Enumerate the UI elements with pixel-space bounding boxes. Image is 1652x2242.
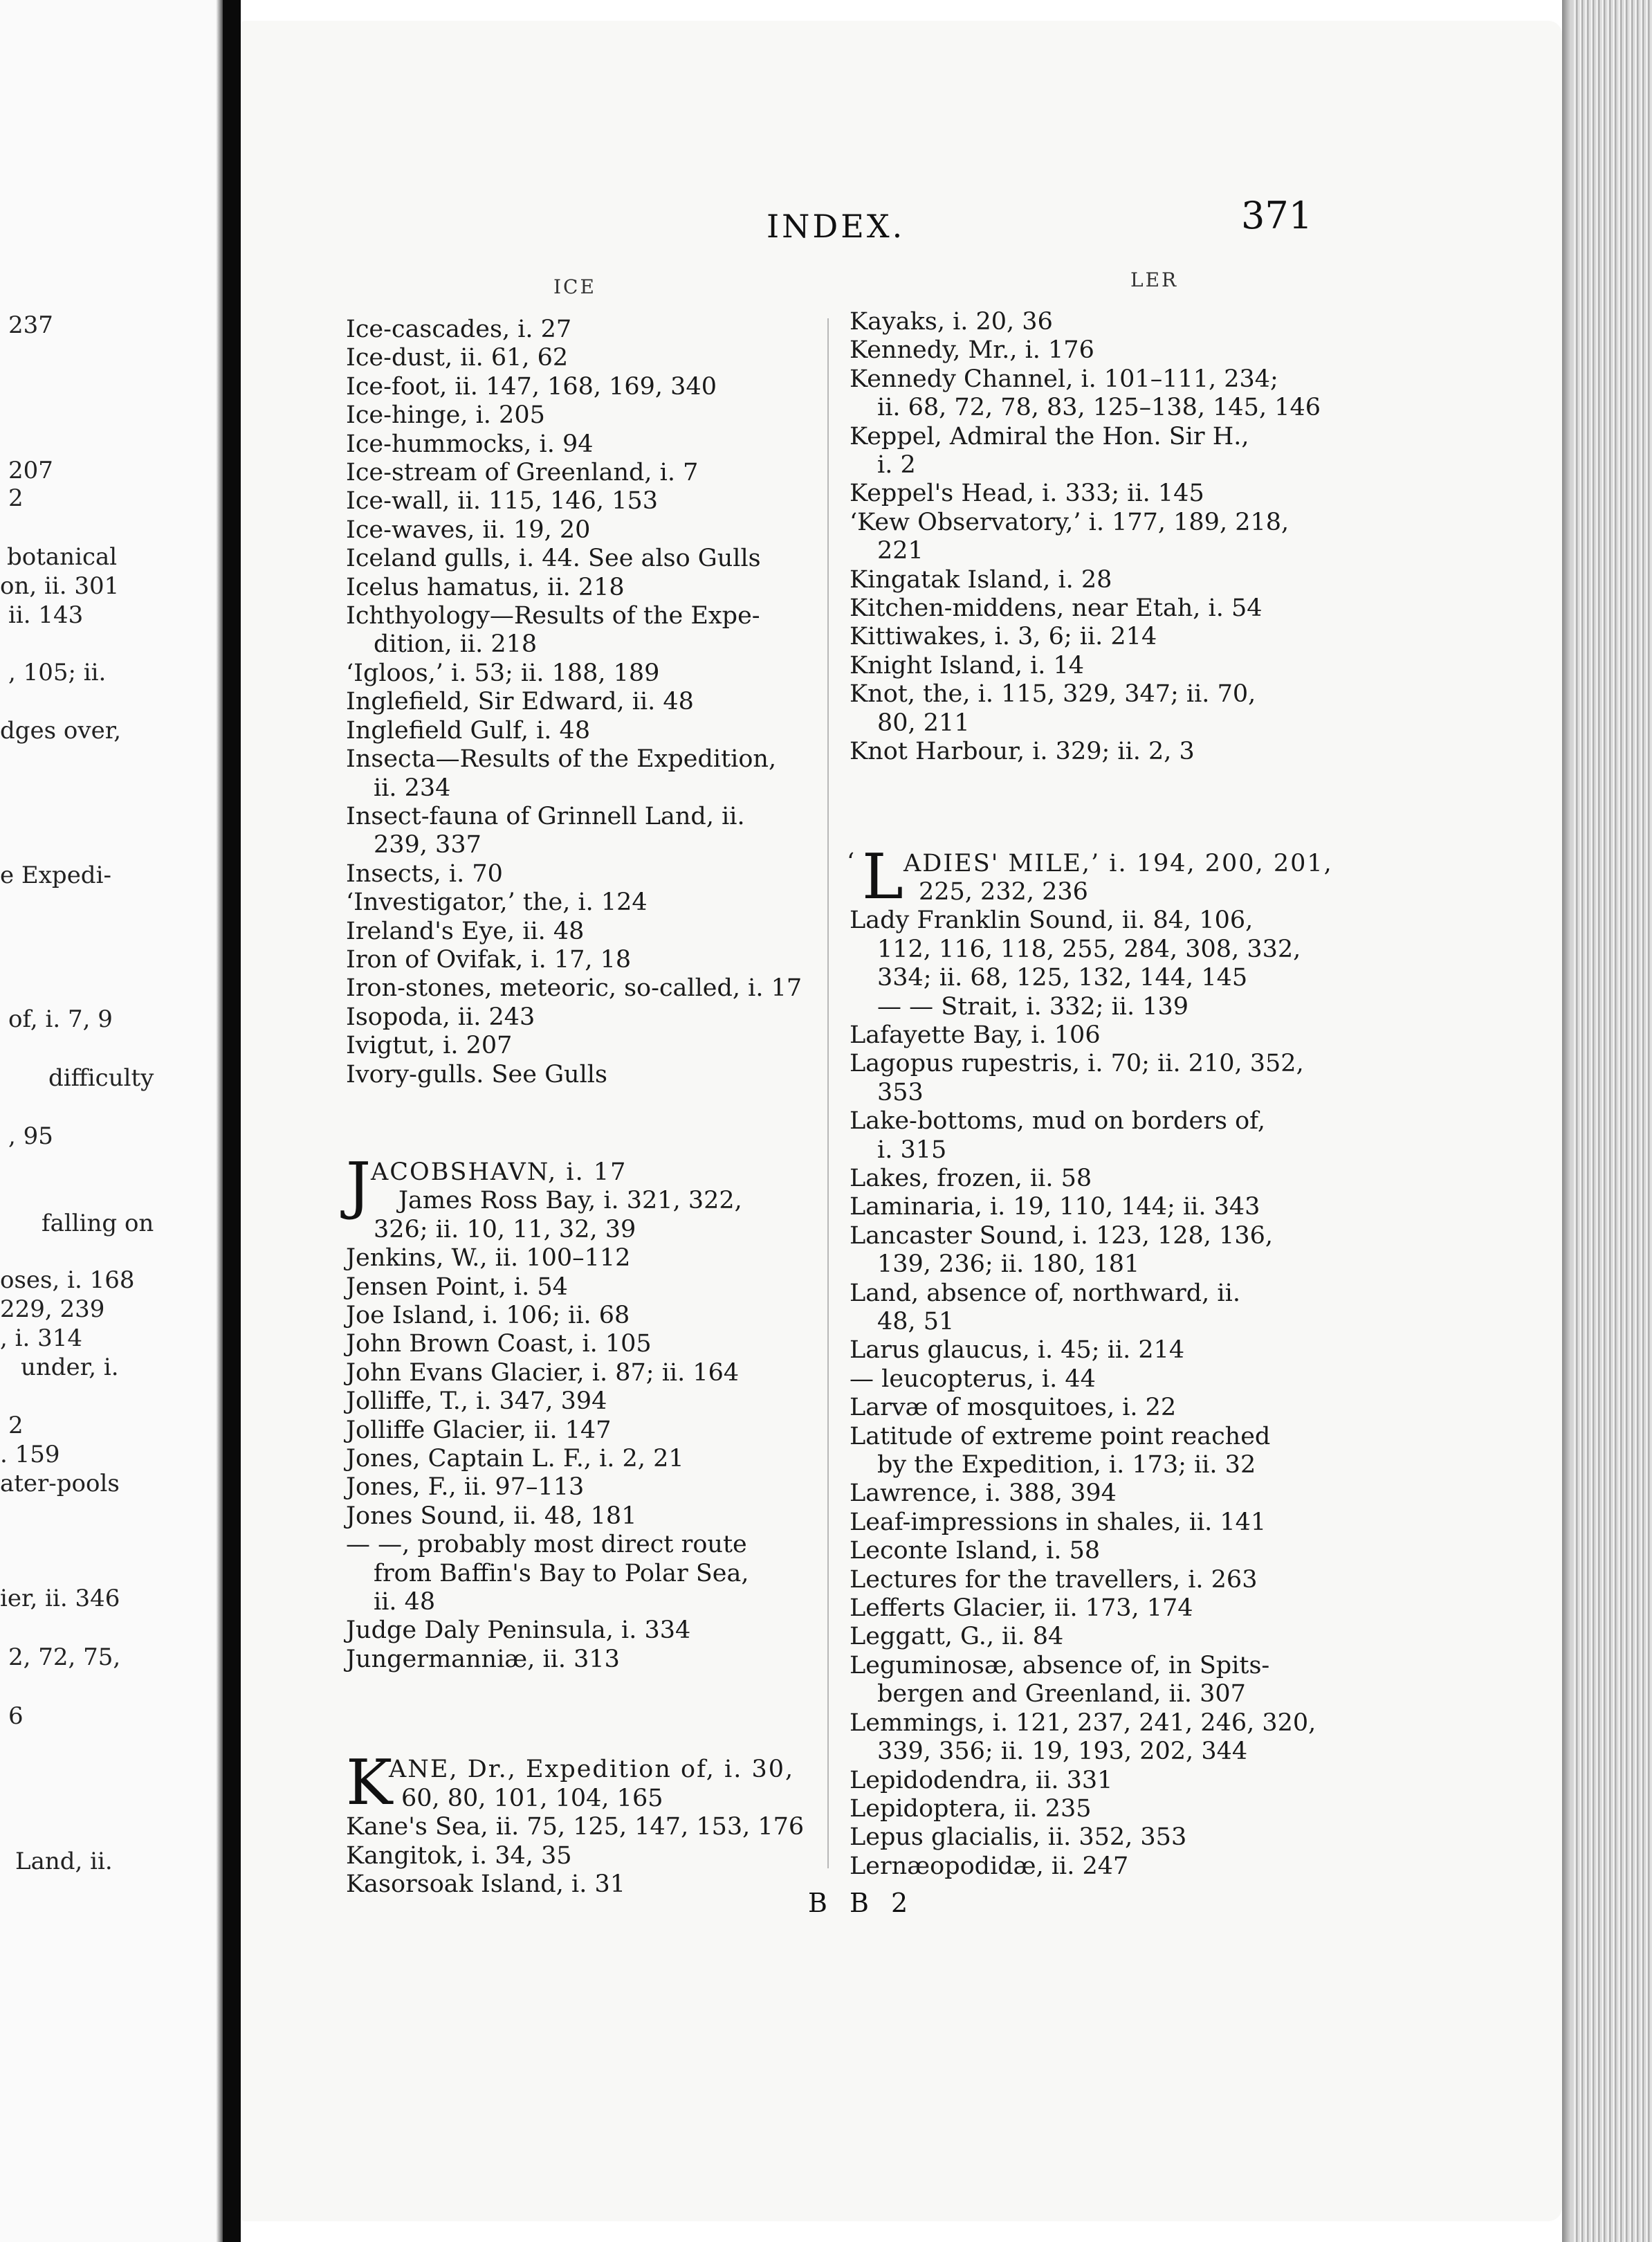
- facing-page-fragment: of, i. 7, 9: [8, 1005, 113, 1033]
- index-entry: Jolliffe Glacier, ii. 147: [346, 1416, 612, 1444]
- index-entry: Kitchen-middens, near Etah, i. 54: [850, 594, 1263, 623]
- index-entry: Larvæ of mosquitoes, i. 22: [850, 1394, 1177, 1422]
- index-entry: ACOBSHAVN, i. 17: [371, 1158, 627, 1186]
- index-entry: Jolliffe, T., i. 347, 394: [346, 1387, 607, 1416]
- page-edges: [1562, 0, 1652, 2242]
- index-entry: Insects, i. 70: [346, 859, 503, 888]
- index-entry: — leucopterus, i. 44: [850, 1365, 1096, 1393]
- index-column-left: [346, 316, 830, 1899]
- index-entry: Ice-hinge, i. 205: [346, 401, 545, 430]
- facing-page-fragment: 207: [8, 457, 53, 484]
- index-entry-continuation: — — Strait, i. 332; ii. 139: [877, 992, 1189, 1021]
- index-entry: Leggatt, G., ii. 84: [850, 1623, 1064, 1651]
- index-entry: Lernæopodidæ, ii. 247: [850, 1852, 1129, 1880]
- index-column-right: [847, 308, 1334, 1881]
- index-entry: John Brown Coast, i. 105: [346, 1330, 652, 1358]
- index-entry: 225, 232, 236: [919, 877, 1088, 906]
- index-entry: Kane's Sea, ii. 75, 125, 147, 153, 176: [346, 1813, 805, 1841]
- facing-page-fragment: , 105; ii.: [8, 659, 107, 686]
- section-spacer: [346, 1674, 830, 1756]
- index-entry: Ice-cascades, i. 27: [346, 316, 572, 343]
- index-entry: Insect-fauna of Grinnell Land, ii.: [346, 802, 745, 830]
- index-entry: Jenkins, W., ii. 100–112: [346, 1244, 631, 1273]
- index-entry: Jungermanniæ, ii. 313: [346, 1645, 620, 1673]
- index-entry: James Ross Bay, i. 321, 322,: [398, 1187, 742, 1215]
- index-entry: Lepidodendra, ii. 331: [850, 1766, 1113, 1794]
- drop-cap-j: J: [346, 1149, 371, 1222]
- facing-page: [0, 0, 223, 2242]
- index-entry: Jensen Point, i. 54: [346, 1273, 568, 1301]
- index-entry: Lafayette Bay, i. 106: [850, 1021, 1101, 1049]
- facing-page-fragment: dges over,: [0, 717, 122, 745]
- index-entry: Lagopus rupestris, i. 70; ii. 210, 352,: [850, 1050, 1304, 1078]
- index-entry: Knot, the, i. 115, 329, 347; ii. 70,: [850, 680, 1256, 709]
- guide-word-right: LER: [1130, 268, 1179, 291]
- index-entry: Lakes, frozen, ii. 58: [850, 1164, 1092, 1192]
- index-entry: — —, probably most direct route: [346, 1531, 747, 1559]
- index-entry: Inglefield Gulf, i. 48: [346, 716, 591, 745]
- index-entry-continuation: 239, 337: [374, 831, 481, 859]
- index-entry: ‘Igloos,’ i. 53; ii. 188, 189: [346, 659, 660, 687]
- index-entry: Lepus glacialis, ii. 352, 353: [850, 1823, 1187, 1852]
- index-entry: Iron of Ovifak, i. 17, 18: [346, 945, 632, 974]
- index-entry: Joe Island, i. 106; ii. 68: [346, 1302, 630, 1329]
- index-entry: Ice-waves, ii. 19, 20: [346, 516, 591, 544]
- index-entry-continuation: 339, 356; ii. 19, 193, 202, 344: [877, 1738, 1248, 1766]
- index-entry: Icelus hamatus, ii. 218: [346, 573, 625, 601]
- section-l-heading: [847, 840, 1334, 913]
- facing-page-fragment: 237: [8, 311, 53, 339]
- facing-page-fragment: Land, ii.: [15, 1848, 113, 1875]
- index-entry: ANE, Dr., Expedition of, i. 30,: [389, 1756, 795, 1784]
- index-entry: ‘Investigator,’ the, i. 124: [346, 888, 648, 917]
- facing-page-fragment: , i. 314: [0, 1324, 82, 1352]
- index-entry-continuation: 334; ii. 68, 125, 132, 144, 145: [877, 964, 1248, 992]
- facing-page-fragment: 229, 239: [0, 1295, 105, 1323]
- index-entry: Laminaria, i. 19, 110, 144; ii. 343: [850, 1193, 1260, 1221]
- index-entry-continuation: ii. 48: [374, 1588, 436, 1616]
- index-entry: Larus glaucus, i. 45; ii. 214: [850, 1336, 1185, 1365]
- index-entry: Jones, F., ii. 97–113: [346, 1473, 585, 1502]
- facing-page-fragment: 2: [8, 1412, 24, 1439]
- index-entry-continuation: by the Expedition, i. 173; ii. 32: [877, 1451, 1256, 1479]
- index-entry: Iceland gulls, i. 44. See also Gulls: [346, 545, 761, 573]
- index-entry-continuation: 139, 236; ii. 180, 181: [877, 1250, 1140, 1279]
- index-entry: Lectures for the travellers, i. 263: [850, 1565, 1258, 1594]
- facing-page-fragment: 6: [8, 1702, 24, 1730]
- facing-page-fragment: , 95: [8, 1122, 53, 1150]
- index-entry-continuation: bergen and Greenland, ii. 307: [877, 1680, 1246, 1708]
- section-spacer: [346, 1089, 830, 1158]
- facing-page-fragment: falling on: [42, 1210, 154, 1237]
- index-entry: Ice-foot, ii. 147, 168, 169, 340: [346, 372, 717, 401]
- index-entry: Lake-bottoms, mud on borders of,: [850, 1107, 1265, 1136]
- index-entry: Ireland's Eye, ii. 48: [346, 917, 585, 945]
- index-entry-continuation: from Baffin's Bay to Polar Sea,: [374, 1559, 749, 1587]
- index-entry: Knot Harbour, i. 329; ii. 2, 3: [850, 738, 1195, 766]
- index-entry: Knight Island, i. 14: [850, 651, 1085, 680]
- index-entry: Iron-stones, meteoric, so-called, i. 17: [346, 974, 802, 1003]
- index-entry-continuation: i. 315: [877, 1136, 947, 1164]
- index-entry: Kangitok, i. 34, 35: [346, 1841, 572, 1870]
- index-entry-continuation: dition, ii. 218: [374, 630, 538, 659]
- facing-page-fragment: on, ii. 301: [0, 572, 120, 600]
- facing-page-fragment: difficulty: [48, 1064, 154, 1092]
- drop-cap-k: K: [346, 1747, 393, 1820]
- index-entry-continuation: 353: [877, 1078, 924, 1106]
- index-entry: Jones Sound, ii. 48, 181: [346, 1502, 637, 1530]
- index-entry: Keppel's Head, i. 333; ii. 145: [850, 480, 1204, 508]
- signature-mark: B B 2: [808, 1888, 915, 1918]
- index-entry: Kayaks, i. 20, 36: [850, 308, 1053, 336]
- index-entry-continuation: 80, 211: [877, 709, 970, 737]
- facing-page-fragment: oses, i. 168: [0, 1266, 135, 1294]
- index-entry: ‘Kew Observatory,’ i. 177, 189, 218,: [850, 508, 1290, 536]
- facing-page-fragment: botanical: [7, 543, 118, 571]
- index-entry: Ivory-gulls. See Gulls: [346, 1060, 607, 1088]
- index-entry-continuation: 112, 116, 118, 255, 284, 308, 332,: [877, 935, 1301, 963]
- book-gutter: [223, 0, 241, 2242]
- index-entry: Lawrence, i. 388, 394: [850, 1479, 1117, 1508]
- index-entry: Ivigtut, i. 207: [346, 1032, 513, 1060]
- index-entry: Ichthyology—Results of the Expe-: [346, 602, 760, 630]
- index-entry: Kasorsoak Island, i. 31: [346, 1870, 626, 1898]
- index-entry: Lemmings, i. 121, 237, 241, 246, 320,: [850, 1708, 1316, 1737]
- index-entry-continuation: ii. 234: [374, 774, 451, 802]
- index-entry-continuation: 326; ii. 10, 11, 32, 39: [374, 1215, 636, 1243]
- index-entry: Kennedy, Mr., i. 176: [850, 336, 1094, 365]
- index-entry: Latitude of extreme point reached: [850, 1422, 1271, 1450]
- index-entry: Lefferts Glacier, ii. 173, 174: [850, 1594, 1193, 1623]
- index-entry: 60, 80, 101, 104, 165: [401, 1784, 663, 1812]
- index-entry: Leaf-impressions in shales, ii. 141: [850, 1508, 1267, 1536]
- page-number: 371: [1241, 194, 1313, 237]
- index-entry: Keppel, Admiral the Hon. Sir H.,: [850, 422, 1249, 450]
- facing-page-fragment: ii. 143: [8, 601, 84, 629]
- index-entry: Leconte Island, i. 58: [850, 1537, 1101, 1565]
- index-entry: Isopoda, ii. 243: [346, 1003, 535, 1031]
- index-entry-continuation: ii. 68, 72, 78, 83, 125–138, 145, 146: [877, 394, 1321, 422]
- opening-quote: ‘: [847, 848, 855, 876]
- drop-cap-l: L: [862, 840, 903, 913]
- facing-page-fragment: ater-pools: [0, 1470, 120, 1497]
- facing-page-fragment: ier, ii. 346: [0, 1585, 120, 1612]
- index-entry: Kennedy Channel, i. 101–111, 234;: [850, 365, 1278, 393]
- index-entry: Ice-stream of Greenland, i. 7: [346, 459, 699, 487]
- index-entry: Kingatak Island, i. 28: [850, 565, 1112, 594]
- page-title: INDEX.: [767, 208, 906, 245]
- index-entry-continuation: i. 2: [877, 451, 916, 480]
- index-entry: Judge Daly Peninsula, i. 334: [346, 1616, 691, 1645]
- section-k-heading: [346, 1747, 830, 1820]
- index-entry: Inglefield, Sir Edward, ii. 48: [346, 688, 694, 716]
- index-entry: Ice-dust, ii. 61, 62: [346, 344, 569, 372]
- facing-page-fragment: e Expedi-: [0, 862, 111, 889]
- index-entry: Lancaster Sound, i. 123, 128, 136,: [850, 1221, 1273, 1250]
- guide-word-left: ICE: [553, 275, 596, 298]
- index-entry: ADIES' MILE,’ i. 194, 200, 201,: [903, 849, 1333, 877]
- section-j-heading: [346, 1149, 830, 1222]
- index-entry: Ice-wall, ii. 115, 146, 153: [346, 487, 658, 516]
- facing-page-fragment: . 159: [0, 1441, 60, 1468]
- index-entry-continuation: 48, 51: [877, 1308, 955, 1336]
- facing-page-fragment: 2: [8, 484, 24, 512]
- facing-page-fragment: under, i.: [21, 1354, 119, 1381]
- index-entry: Ice-hummocks, i. 94: [346, 430, 594, 458]
- index-entry: Leguminosæ, absence of, in Spits-: [850, 1651, 1270, 1679]
- index-entry: Land, absence of, northward, ii.: [850, 1279, 1240, 1307]
- index-entry: Kittiwakes, i. 3, 6; ii. 214: [850, 623, 1157, 651]
- facing-page-fragment: 2, 72, 75,: [8, 1643, 121, 1671]
- index-entry: Lepidoptera, ii. 235: [850, 1794, 1092, 1823]
- index-entry: John Evans Glacier, i. 87; ii. 164: [346, 1358, 740, 1387]
- index-entry: Lady Franklin Sound, ii. 84, 106,: [850, 906, 1254, 935]
- section-spacer: [850, 767, 1334, 850]
- index-entry-continuation: 221: [877, 537, 924, 565]
- index-entry: Insecta—Results of the Expedition,: [346, 745, 777, 774]
- index-entry: Jones, Captain L. F., i. 2, 21: [346, 1445, 684, 1473]
